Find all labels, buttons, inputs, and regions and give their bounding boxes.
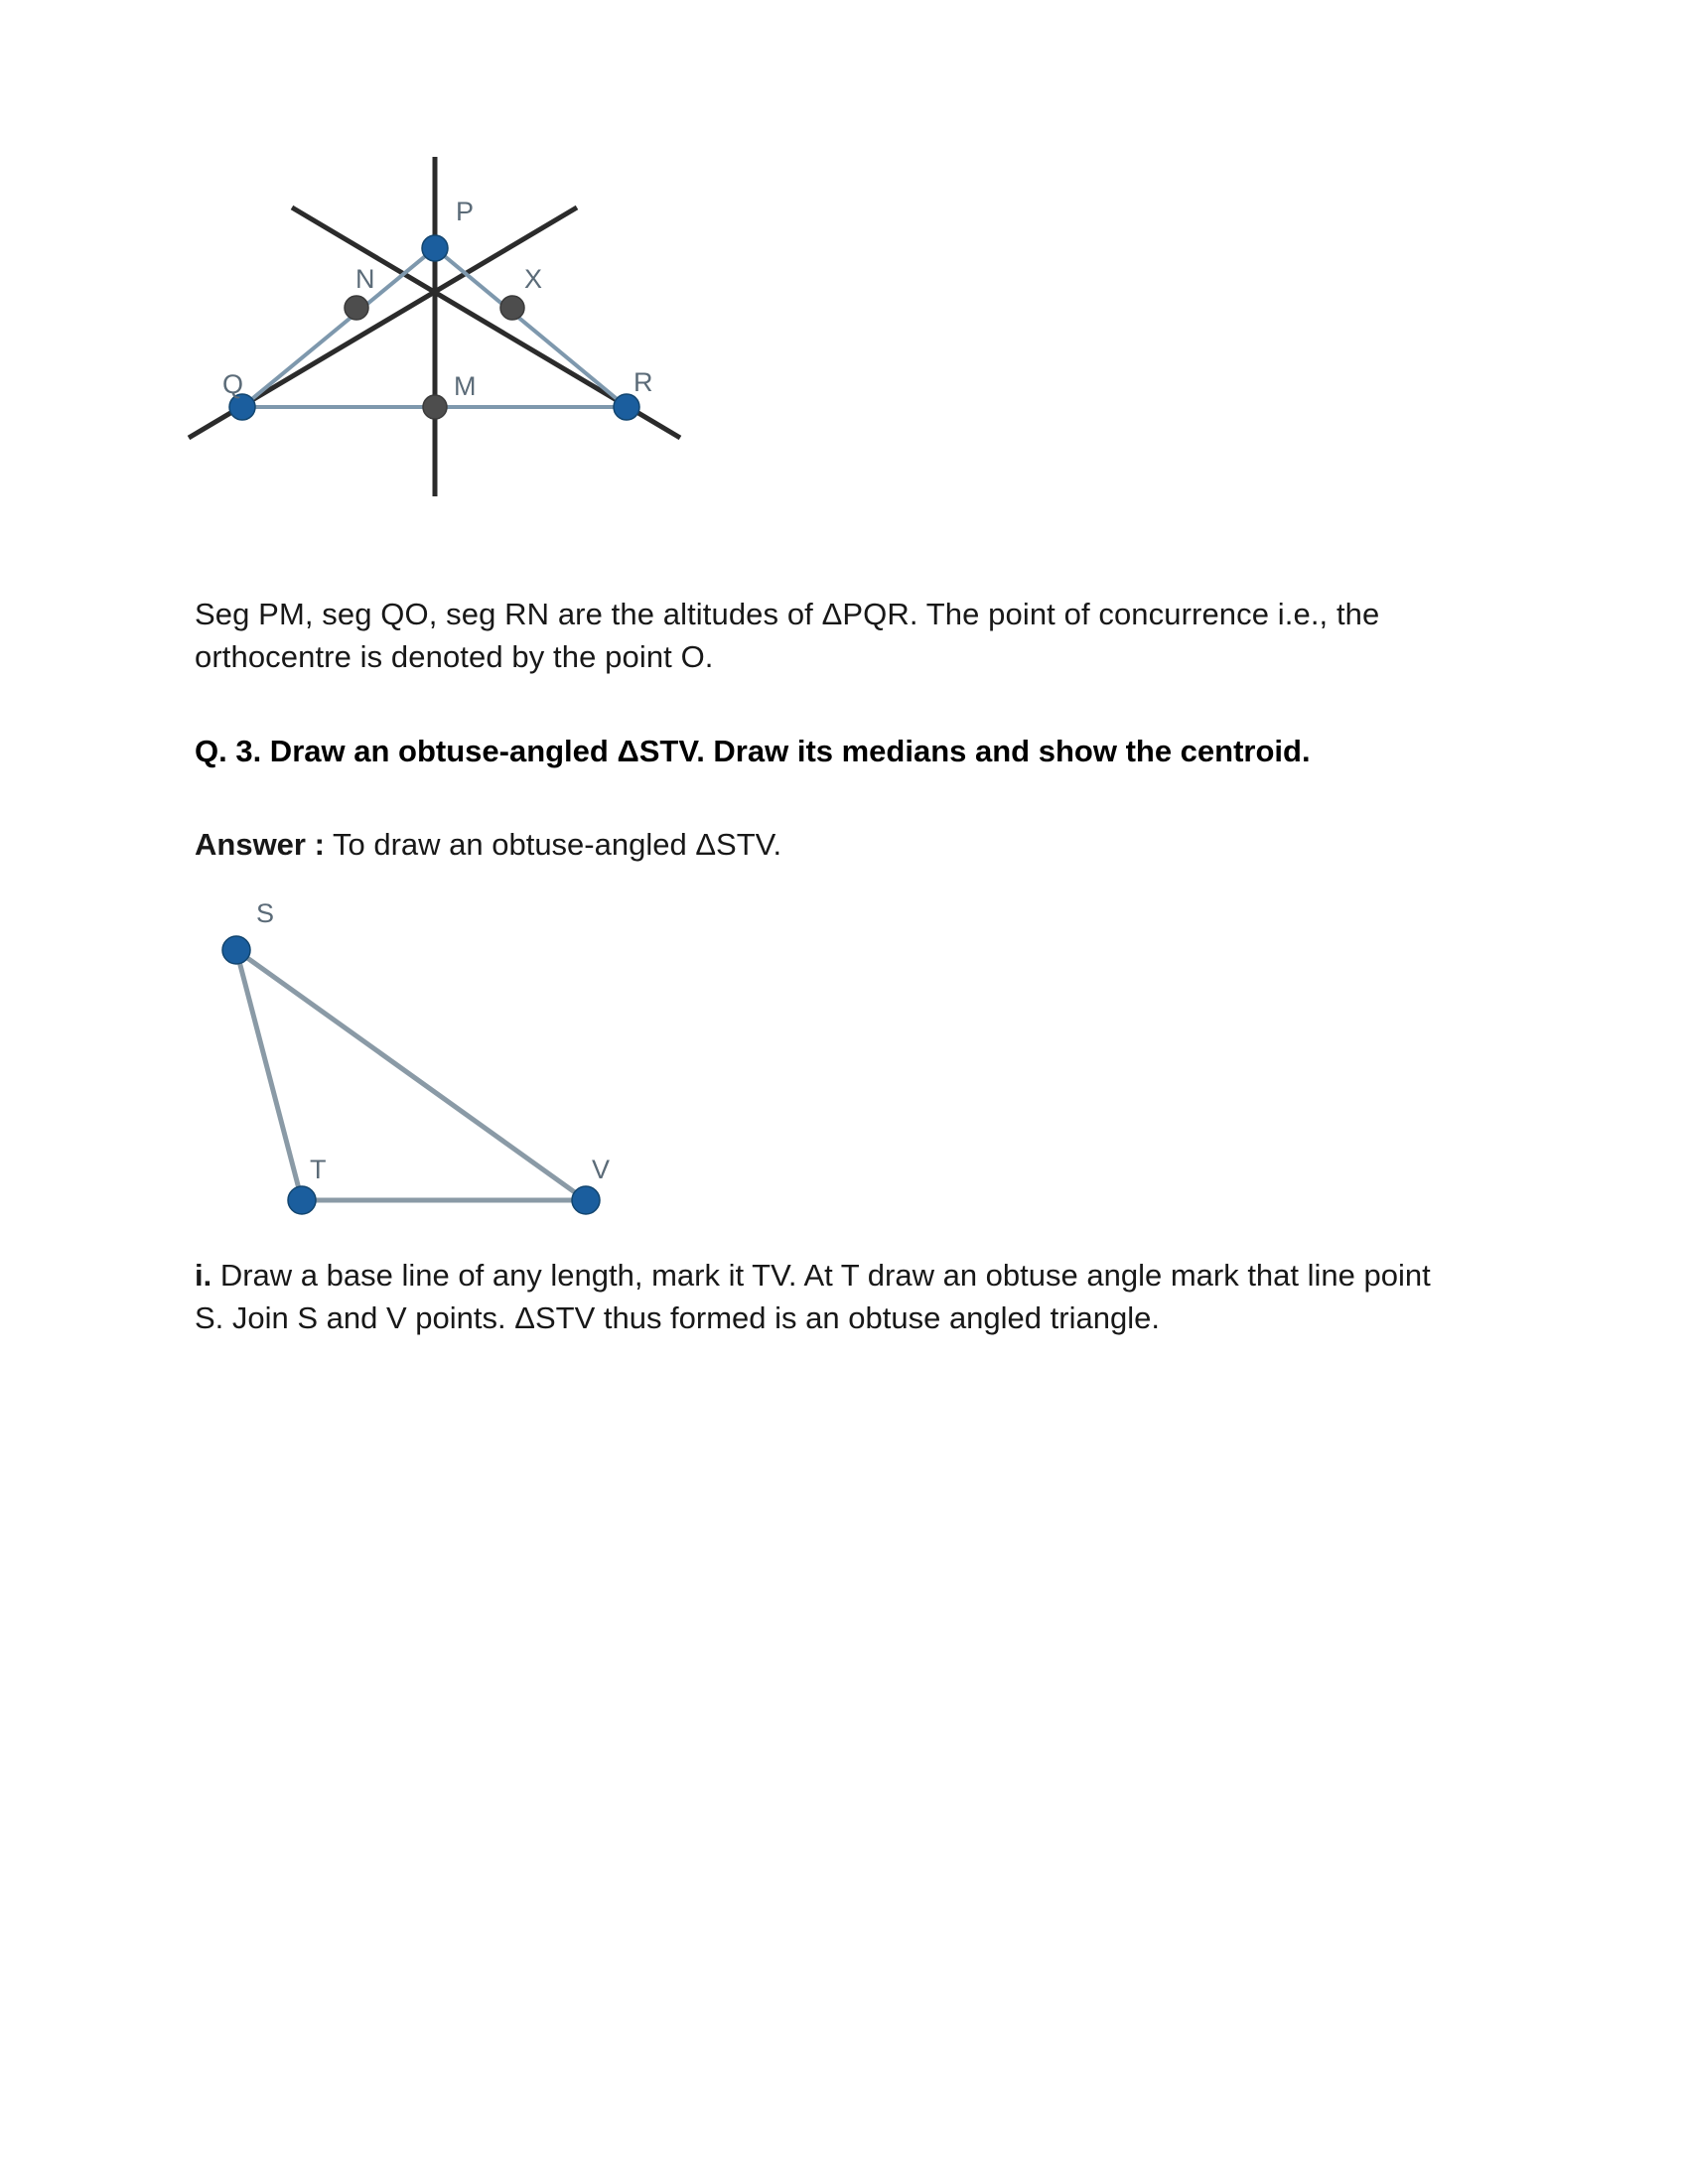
figure-triangle-pqr bbox=[175, 149, 790, 576]
vertex-r-dot bbox=[614, 394, 639, 420]
step-i-marker: i. bbox=[195, 1258, 212, 1294]
label-r: R bbox=[633, 367, 653, 397]
label-s: S bbox=[256, 898, 275, 929]
point-m-dot bbox=[423, 395, 447, 419]
label-t: T bbox=[310, 1155, 327, 1185]
side-pq bbox=[242, 248, 435, 407]
label-m: M bbox=[454, 371, 477, 401]
step-i-text: Draw a base line of any length, mark it TV. At T draw an obtuse angle mark that line point S. Join S and V points. ΔSTV thus formed is an obtuse angled triangle. bbox=[195, 1258, 1431, 1336]
label-x: X bbox=[524, 264, 543, 294]
question-3-heading: Q. 3. Draw an obtuse-angled ΔSTV. Draw its medians and show the centroid. bbox=[195, 733, 1311, 768]
vertex-v-dot bbox=[572, 1186, 600, 1214]
stv-sides bbox=[236, 950, 586, 1200]
altitude-lines bbox=[189, 157, 680, 496]
vertex-p-dot bbox=[422, 235, 448, 261]
label-q: Q bbox=[222, 369, 244, 399]
answer-label: Answer : bbox=[195, 827, 325, 863]
point-x-dot bbox=[500, 296, 524, 320]
triangle-stv-svg bbox=[214, 892, 771, 1220]
label-v: V bbox=[592, 1155, 611, 1185]
point-n-dot bbox=[345, 296, 368, 320]
step-i-paragraph bbox=[195, 1254, 1456, 1340]
page-content bbox=[195, 149, 1485, 1340]
vertex-t-dot bbox=[288, 1186, 316, 1214]
label-p: P bbox=[456, 197, 475, 226]
label-n: N bbox=[355, 264, 375, 294]
answer-line bbox=[195, 824, 1485, 867]
figure-triangle-stv bbox=[214, 892, 771, 1220]
answer-text: To draw an obtuse-angled ΔSTV. bbox=[324, 827, 782, 863]
side-sv bbox=[236, 950, 586, 1200]
paragraph-orthocentre: Seg PM, seg QO, seg RN are the altitudes of ΔPQR. The point of concurrence i.e., the orthocentre is denoted by the point O. bbox=[195, 597, 1380, 674]
triangle-pqr-svg bbox=[175, 149, 790, 576]
vertex-s-dot bbox=[222, 936, 250, 964]
